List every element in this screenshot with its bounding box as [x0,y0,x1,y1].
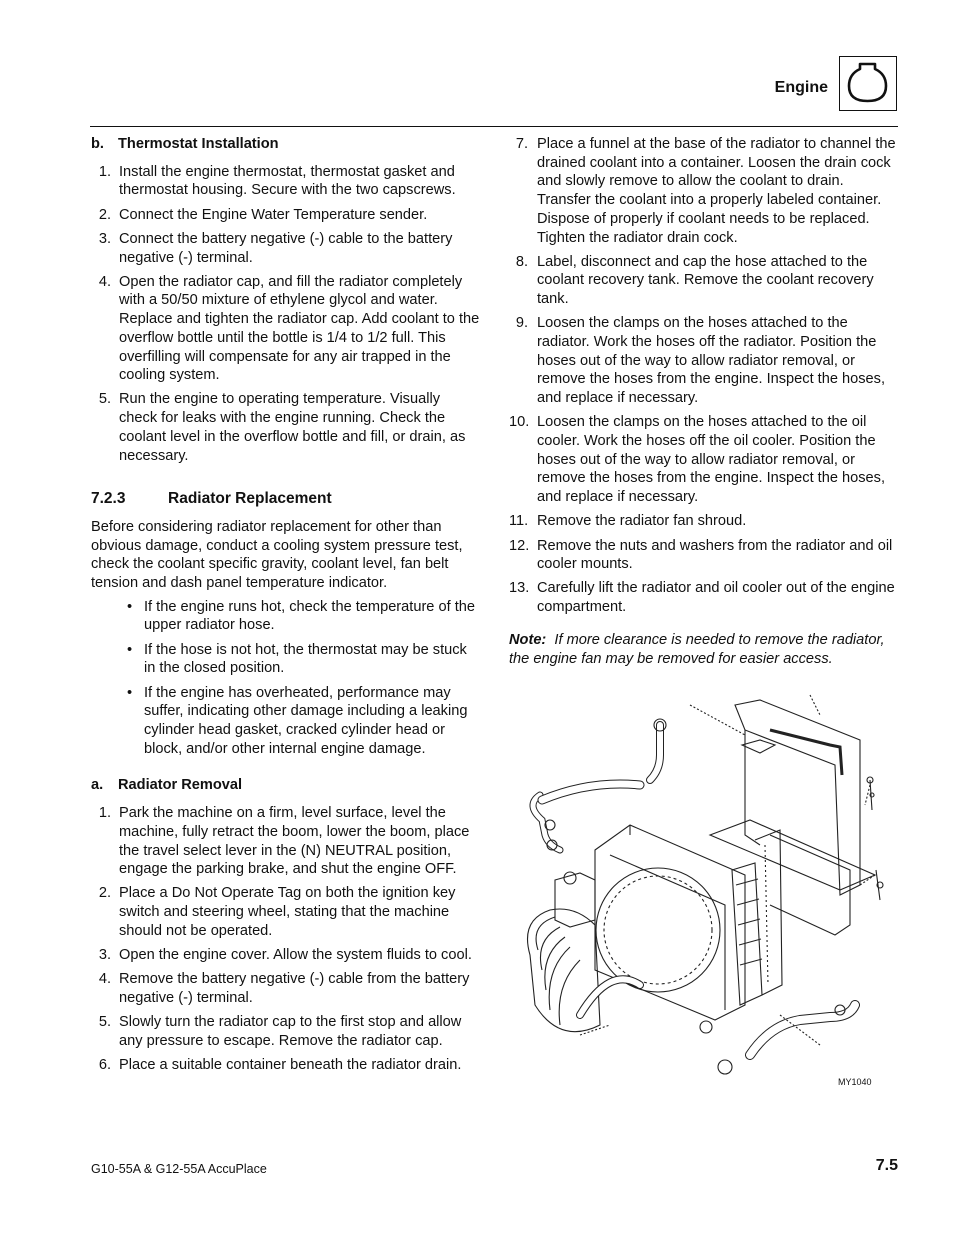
right-column [509,135,901,668]
radiator-exploded-diagram [520,685,898,1090]
header-rule [90,126,898,127]
list-item: 2. Connect the Engine Water Temperature sender. [98,206,428,223]
list-item: 7. Place a funnel at the base of the radiator to channel the drained coolant into a container. Loosen the drain cock and slowly remove to allow the coolant to drain. Transfer the coolant into a properly labeled container. Dispose of properly if coolant needs to be replaced. Tighten the radiator drain cock. [515,136,896,246]
list-item: 9. Loosen the clamps on the hoses attached to the radiator. Work the hoses off the radiator. Position the hoses out of the way to allow radiator removal, or remove the hoses from the engine. Inspect the hoses, and replace if necessary. [515,315,886,407]
left-column [91,135,481,1080]
list-item: 4. Open the radiator cap, and fill the radiator completely with a 50/50 mixture of ethylene glycol and water. Replace and tighten the radiator cap. Add coolant to the overflow bottle until the bottle is 1/4 to 1/2 full. This overfilling will compensate for any air trapped in the cooling system. [98,273,480,384]
list-item: 5. Run the engine to operating temperature. Visually check for leaks with the engine running. Check the coolant level in the overflow bottle and fill, or drain, as necessary. [98,391,466,464]
list-item: 13. Carefully lift the radiator and oil cooler out of the engine compartment. [509,580,895,616]
list-item: 8. Label, disconnect and cap the hose attached to the coolant recovery tank. Remove the coolant recovery tank. [515,253,874,308]
list-item: 10. Loosen the clamps on the hoses attached to the oil cooler. Work the hoses off the oil cooler. Position the hoses out of the way to allow radiator removal, or remove the hoses from the engine. Inspect the hoses, and replace if necessary. [509,414,886,506]
list-item: 6. Place a suitable container beneath the radiator drain. [98,1057,462,1074]
list-item: 3. Connect the battery negative (-) cable to the battery negative (-) terminal. [98,230,453,266]
list-item: 1. Install the engine thermostat, thermostat gasket and thermostat housing. Secure with the two capscrews. [98,163,456,199]
list-item: 2. Place a Do Not Operate Tag on both the ignition key switch and steering wheel, stating that the machine should not be operated. [98,885,456,939]
note: Note: If more clearance is needed to remove the radiator, the engine fan may be removed for easier access. [509,631,885,667]
section-heading: 7.2.3 Radiator Replacement [91,490,332,508]
removal-steps-left [91,804,481,1075]
thermostat-steps [91,163,481,466]
list-item: • If the engine has overheated, performance may suffer, indicating other damage including a leaking cylinder head gasket, cracked cylinder head or block, and/or other internal engine damage. [127,684,481,759]
list-item: • If the engine runs hot, check the temperature of the upper radiator hose. [127,598,481,635]
list-item: 3. Open the engine cover. Allow the system fluids to cool. [98,947,472,964]
list-item: 11. Remove the radiator fan shroud. [509,513,747,530]
section-intro: Before considering radiator replacement for other than obvious damage, conduct a cooling system pressure test, check the coolant specific gravity, coolant level, fan belt tension and dash panel temperature indicator. [91,518,463,592]
thermostat-heading: b. Thermostat Installation [91,136,279,152]
list-item: 12. Remove the nuts and washers from the radiator and oil cooler mounts. [509,537,893,573]
page-section-title: Engine [774,79,828,96]
footer-model: G10-55A & G12-55A AccuPlace [91,1162,267,1176]
list-item: 4. Remove the battery negative (-) cable from the battery negative (-) terminal. [98,971,470,1006]
removal-steps-right [509,135,901,617]
check-bullets [91,598,481,759]
engine-icon [839,56,897,111]
list-item: 1. Park the machine on a firm, level surface, level the machine, fully retract the boom, lower the boom, place the travel select lever in the (N) NEUTRAL position, engage the parking brake, and shut the engine OFF. [98,805,470,878]
figure-id: MY1040 [838,1077,872,1087]
removal-heading: a. Radiator Removal [91,777,243,794]
page-number: 7.5 [875,1157,898,1174]
list-item: 5. Slowly turn the radiator cap to the first stop and allow any pressure to escape. Remove the radiator cap. [98,1014,462,1049]
list-item: • If the hose is not hot, the thermostat may be stuck in the closed position. [127,641,481,678]
